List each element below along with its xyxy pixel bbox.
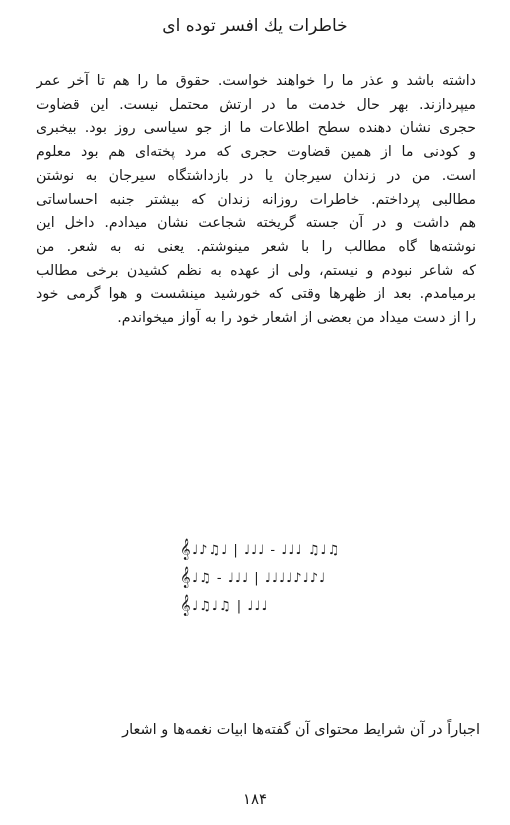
text-line: را از دست میداد من بعضی از اشعار خود را به آواز میخواندم. xyxy=(117,310,476,327)
notation-row xyxy=(180,540,340,560)
notation-row xyxy=(180,596,269,616)
notation-notes: ♩♫♩♫ | ♩♩♩ xyxy=(192,598,269,614)
page-number: ۱۸۴ xyxy=(242,790,268,808)
text-line: مطالبی پرداختم. خاطرات روزانه زندان که بیشتر جنبه احساساتی xyxy=(36,191,476,208)
text-line: که شاعر نبودم و نیستم، ولی از عهده به نظم کشیدن برخی مطالب xyxy=(36,262,476,279)
text-line: است. من در زندان سیرجان یا در بازداشتگاه سیرجان به نوشتن xyxy=(36,167,476,184)
treble-clef-icon: 𝄞 xyxy=(180,567,191,588)
notation-notes: ♩♫ - ♩♩♩ | ♩♩♩♩♪♩♪♩ xyxy=(192,570,327,586)
body-paragraph xyxy=(36,70,476,331)
footnote: اجباراً در آن شرایط محتوای آن گفته‌ها ابیات نغمه‌ها و اشعار xyxy=(122,722,480,738)
text-line: داشته باشد و عذر ما را خواهند خواست. حقوق ما را هم تا آخر عمر xyxy=(36,73,476,89)
musical-notation xyxy=(180,539,341,620)
text-line: نوشته‌ها گاه مطالب را با شعر مینوشتم. یعنی نه به شعر. من xyxy=(36,238,476,255)
text-line: برمیامدم. بعد از ظهرها وقتی که خورشید مینشست و هوا گرمی خود xyxy=(36,286,476,303)
treble-clef-icon: 𝄞 xyxy=(180,539,191,560)
running-title: خاطرات یك افسر توده ای xyxy=(162,16,348,36)
text-line: میپردازند. بهر حال خدمت ما در ارتش محتمل نیست. این قضاوت xyxy=(36,96,476,113)
notation-notes: ♩♪♫♩ | ♩♩♩ - ♩♩♩ ♫♩♫ xyxy=(192,542,341,558)
notation-row xyxy=(180,568,326,588)
text-line: حجری نشان دهنده سطح اطلاعات ما از جو سیاسی روز بود. بیخبری xyxy=(36,120,476,137)
text-line: و کودنی ما از همین قضاوت حجری که مرد پخته‌ای هم بود معلوم xyxy=(36,144,476,161)
treble-clef-icon: 𝄞 xyxy=(180,595,191,616)
text-line: هم داشت و در آن جسته گریخته شجاعت نشان میدادم. داخل این xyxy=(36,215,476,232)
